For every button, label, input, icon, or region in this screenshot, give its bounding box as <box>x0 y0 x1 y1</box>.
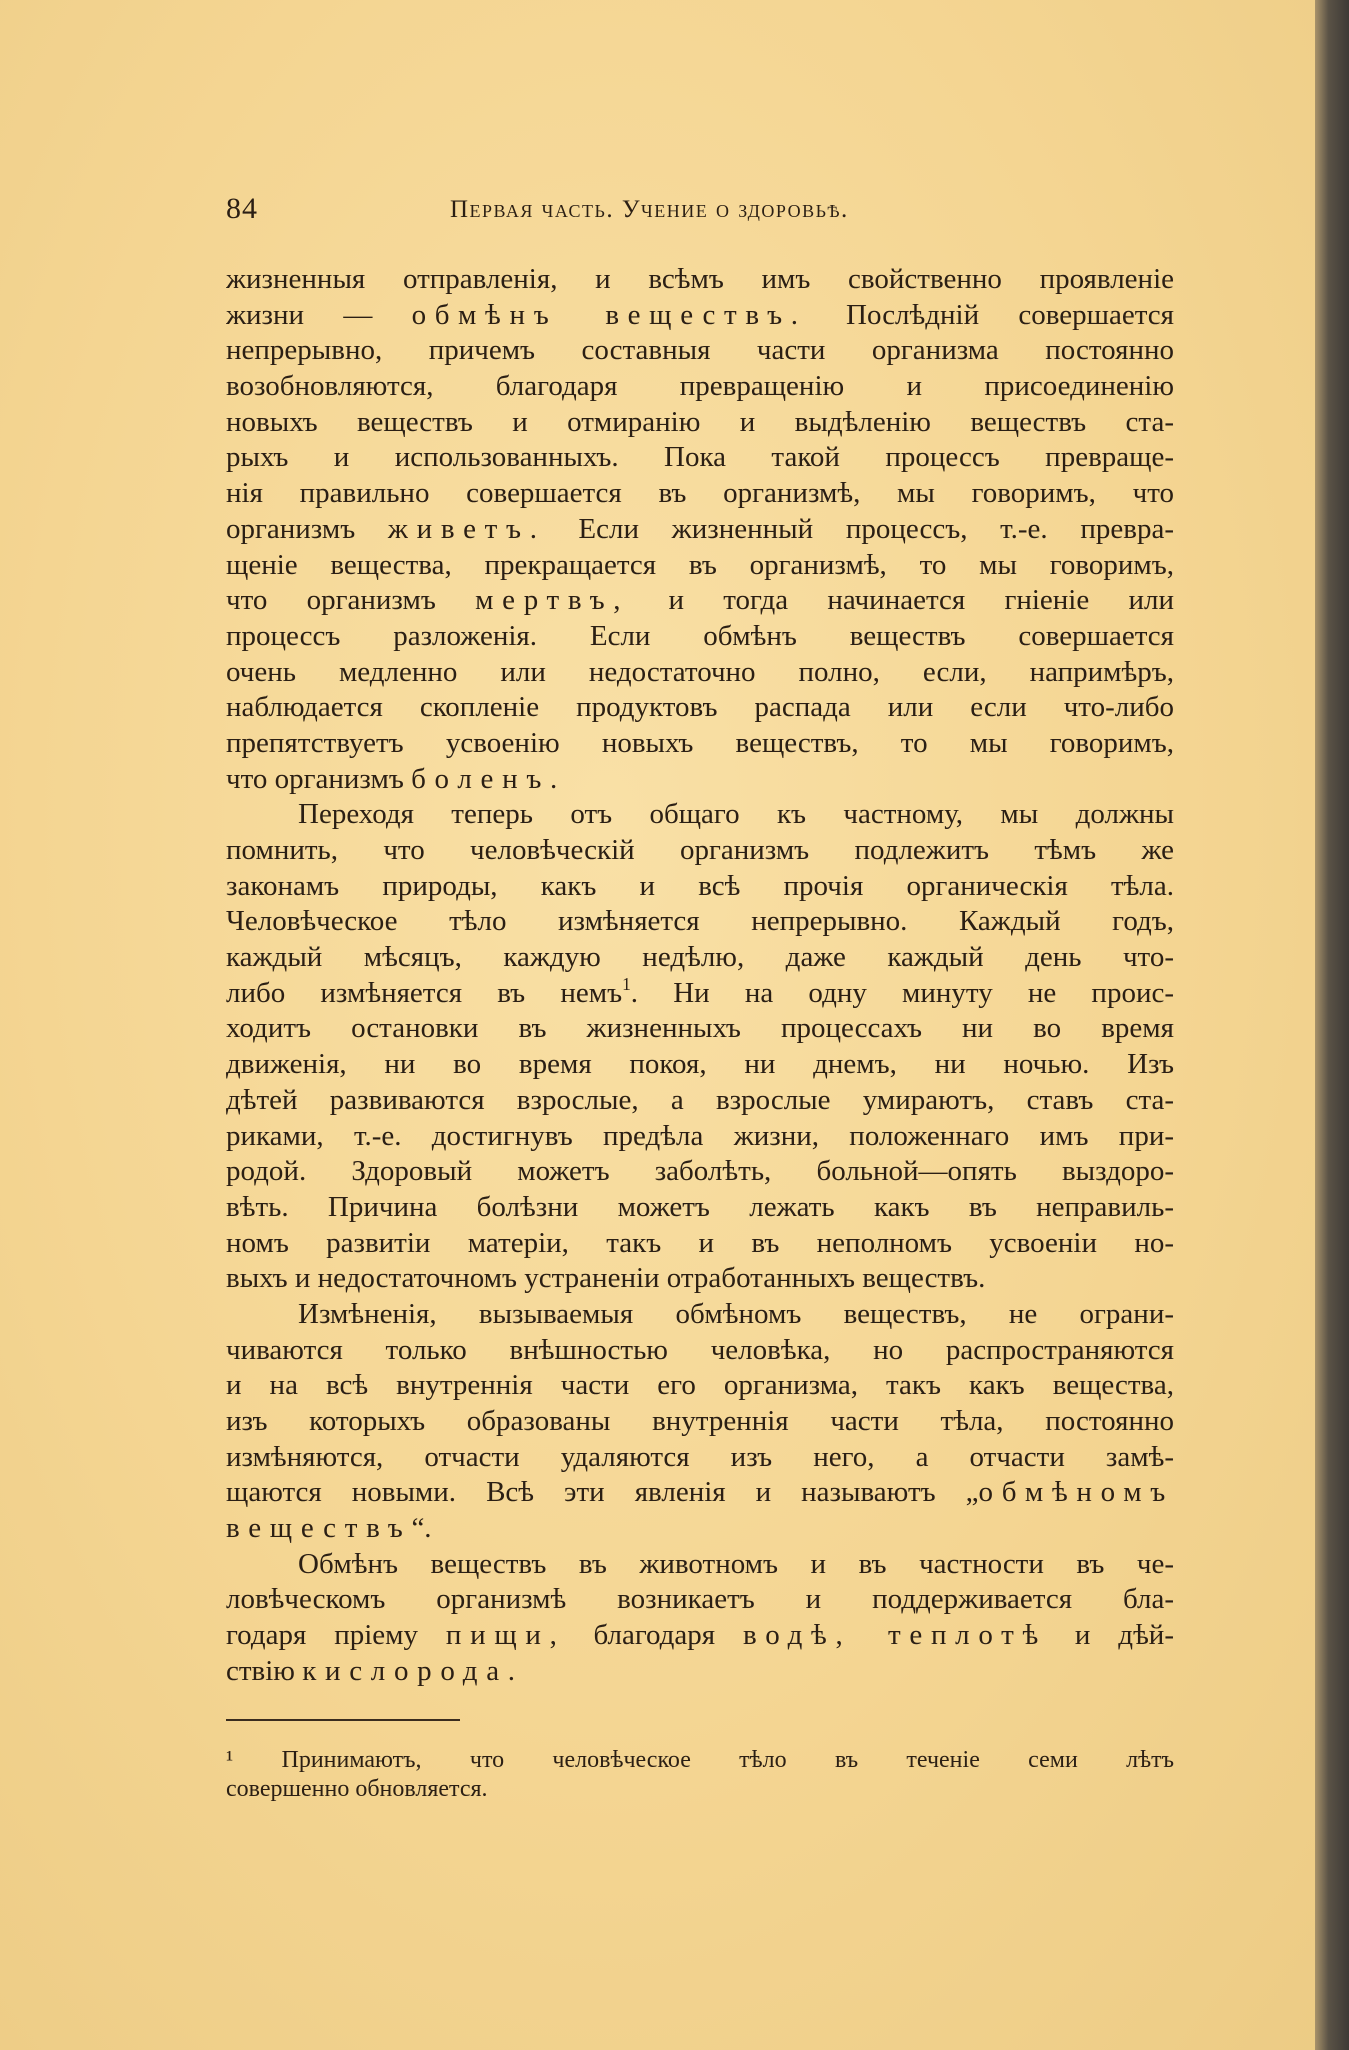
running-title: Первая часть. Учение о здоровьѣ. <box>450 196 849 223</box>
text-line <box>226 762 1174 798</box>
spaced-term: боленъ. <box>411 762 566 795</box>
footnote-marker: 1 <box>622 975 631 994</box>
spaced-term: веществъ <box>226 1512 412 1545</box>
text-line: выхъ и недостаточномъ устраненіи отработанныхъ веществъ. <box>226 1262 986 1295</box>
text-span: и тогда начинается гніеніе или <box>629 584 1174 617</box>
spaced-term: мертвъ, <box>475 584 630 617</box>
text-span: что организмъ <box>226 584 476 617</box>
text-span: годаря пріему <box>226 1619 446 1652</box>
text-line <box>226 583 1174 619</box>
text-line: ловѣческомъ организмѣ возникаетъ и поддерживается бла- <box>226 1583 1174 1616</box>
body-text <box>226 262 1174 1690</box>
text-line: Человѣческое тѣло измѣняется непрерывно. Каждый годъ, <box>226 905 1174 938</box>
text-span: благодаря <box>565 1619 744 1652</box>
text-span: щаются новыми. Всѣ эти явленія и называютъ „ <box>226 1476 979 1509</box>
text-span: и дѣй- <box>1047 1619 1174 1652</box>
text-line: непрерывно, причемъ составныя части организма постоянно <box>226 334 1174 367</box>
text-line: риками, т.-е. достигнувъ предѣла жизни, положеннаго имъ при- <box>226 1119 1174 1152</box>
text-line: каждый мѣсяцъ, каждую недѣлю, даже каждый день что- <box>226 941 1174 974</box>
text-line <box>226 1618 1174 1654</box>
text-line: и на всѣ внутреннія части его организма, такъ какъ вещества, <box>226 1369 1174 1402</box>
spaced-term: кислорода. <box>302 1654 524 1687</box>
text-line: законамъ природы, какъ и всѣ прочія органическія тѣла. <box>226 869 1174 902</box>
text-line: процессъ разложенія. Если обмѣнъ веществъ совершается <box>226 619 1174 652</box>
text-span: “. <box>411 1512 432 1545</box>
text-line <box>226 1654 1174 1690</box>
text-line: Обмѣнъ веществъ въ животномъ и въ частности въ че- <box>298 1547 1174 1580</box>
text-line: рыхъ и использованныхъ. Пока такой процессъ превраще- <box>226 441 1174 474</box>
text-span: Послѣдній совершается <box>806 298 1174 331</box>
text-line: движенія, ни во время покоя, ни днемъ, ни ночью. Изъ <box>226 1048 1174 1081</box>
spaced-term: живетъ. <box>387 512 546 545</box>
paragraph-2 <box>226 797 1174 1297</box>
spaced-term: пищи, <box>445 1619 566 1652</box>
text-span: Если жизненный процессъ, т.-е. превра- <box>545 512 1174 545</box>
text-line: новыхъ веществъ и отмиранію и выдѣленію веществъ ста- <box>226 405 1174 438</box>
text-line: нія правильно совершается въ организмѣ, мы говоримъ, что <box>226 477 1174 510</box>
text-span: что организмъ <box>226 762 412 795</box>
footnote-rule <box>226 1719 460 1721</box>
text-line <box>226 1475 1174 1511</box>
page-header <box>226 192 1174 236</box>
text-line: наблюдается скопленіе продуктовъ распада или если что-либо <box>226 691 1174 724</box>
text-line: номъ развитіи матеріи, такъ и въ неполномъ усвоеніи но- <box>226 1226 1174 1259</box>
text-line <box>226 512 1174 548</box>
text-line: родой. Здоровый можетъ заболѣть, больной—опять выздоро- <box>226 1155 1174 1188</box>
text-line: изъ которыхъ образованы внутреннія части тѣла, постоянно <box>226 1405 1174 1437</box>
text-line: дѣтей развиваются взрослые, а взрослые умираютъ, ставъ ста- <box>226 1083 1174 1116</box>
text-line: ходитъ остановки въ жизненныхъ процессахъ ни во время <box>226 1012 1174 1045</box>
text-span: жизни — <box>226 298 412 331</box>
text-line: Переходя теперь отъ общаго къ частному, мы должны <box>298 798 1174 831</box>
spaced-term: водѣ, теплотѣ <box>743 1619 1047 1652</box>
text-span: организмъ <box>226 512 388 545</box>
paragraph-4 <box>226 1547 1174 1690</box>
text-line: измѣняются, отчасти удаляются изъ него, а отчасти замѣ- <box>226 1440 1174 1473</box>
text-span: ствію <box>226 1654 303 1687</box>
paragraph-3 <box>226 1297 1174 1547</box>
paragraph-1 <box>226 262 1174 797</box>
spaced-term: обмѣномъ <box>978 1476 1174 1509</box>
text-line <box>226 1511 1174 1547</box>
text-line: возобновляются, благодаря превращенію и присоединенію <box>226 370 1174 403</box>
footnote-line: совершенно обновляется. <box>226 1776 488 1802</box>
footnote-line: ¹ Принимаютъ, что человѣческое тѣло въ теченіе семи лѣтъ <box>226 1747 1174 1773</box>
text-line: вѣть. Причина болѣзни можетъ лежать какъ въ неправиль- <box>226 1190 1174 1223</box>
text-line <box>226 976 1174 1012</box>
text-line: жизненныя отправленія, и всѣмъ имъ свойственно проявленіе <box>226 263 1174 295</box>
text-line: помнить, что человѣческій организмъ подлежитъ тѣмъ же <box>226 834 1174 866</box>
footnote <box>226 1746 1174 1804</box>
text-line: щеніе вещества, прекращается въ организмѣ, то мы говоримъ, <box>226 548 1174 581</box>
text-line: чиваются только внѣшностью человѣка, но распространяются <box>226 1333 1174 1366</box>
text-line: препятствуетъ усвоенію новыхъ веществъ, то мы говоримъ, <box>226 726 1174 759</box>
page-edge-shadow <box>1315 0 1349 2050</box>
text-line <box>226 298 1174 334</box>
text-line: Измѣненія, вызываемыя обмѣномъ веществъ, не ограни- <box>298 1297 1174 1330</box>
text-line: очень медленно или недостаточно полно, если, напримѣръ, <box>226 655 1174 688</box>
spaced-term: обмѣнъ веществъ. <box>411 298 807 331</box>
text-span: . Ни на одну минуту не проис- <box>630 976 1174 1009</box>
page-number: 84 <box>226 192 258 225</box>
text-span: либо измѣняется въ немъ <box>226 976 623 1009</box>
